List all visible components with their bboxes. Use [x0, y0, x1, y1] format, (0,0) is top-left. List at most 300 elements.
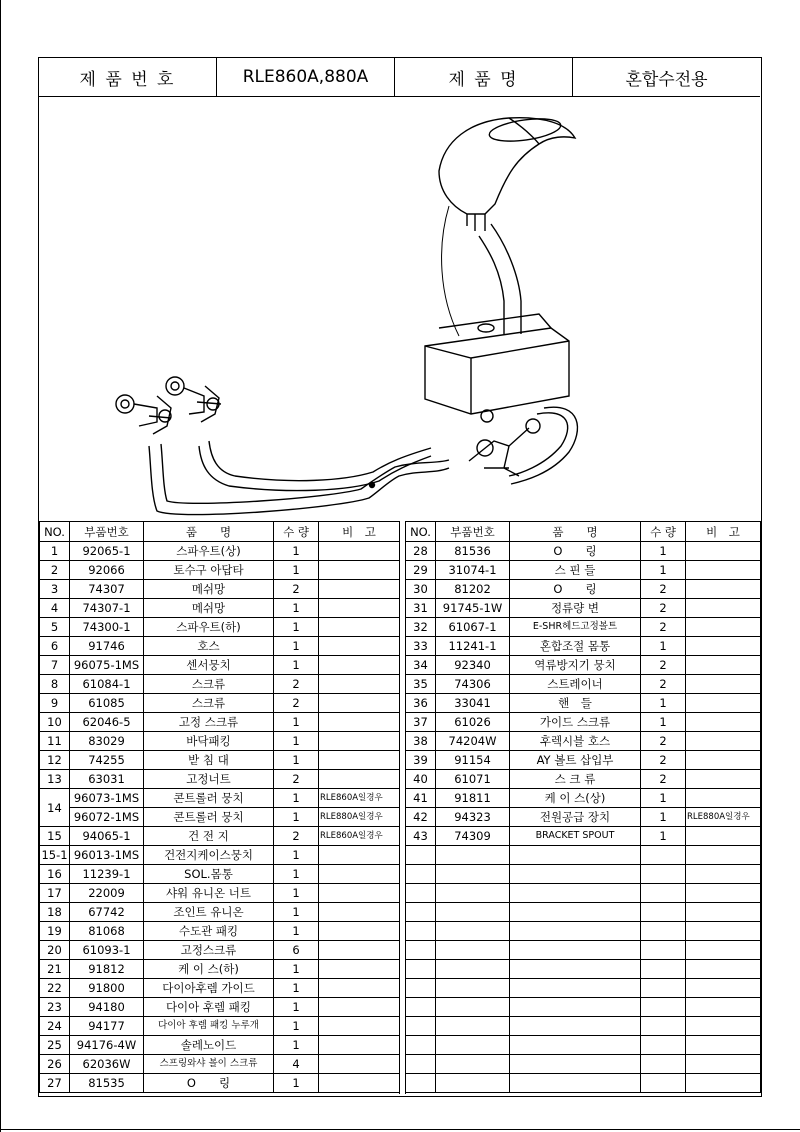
- empty-row: [406, 922, 761, 941]
- header-part-name: 품 명: [144, 522, 274, 542]
- part-qty: 2: [641, 770, 686, 789]
- empty-cell: [686, 998, 761, 1017]
- part-no: 25: [40, 1036, 70, 1055]
- part-code: 62036W: [70, 1055, 144, 1074]
- part-qty: 1: [641, 789, 686, 808]
- empty-cell: [510, 1036, 641, 1055]
- part-note: [686, 599, 761, 618]
- empty-cell: [406, 960, 436, 979]
- part-qty: 1: [274, 542, 319, 561]
- part-code: 74306: [436, 675, 510, 694]
- part-no: 35: [406, 675, 436, 694]
- empty-cell: [686, 1055, 761, 1074]
- part-no: 6: [40, 637, 70, 656]
- part-no: 20: [40, 941, 70, 960]
- part-note: [319, 1074, 400, 1093]
- part-qty: 2: [641, 580, 686, 599]
- part-code: 22009: [70, 884, 144, 903]
- part-qty: 6: [274, 941, 319, 960]
- part-no: 18: [40, 903, 70, 922]
- empty-cell: [641, 941, 686, 960]
- table-row: [40, 941, 400, 960]
- part-code: 61085: [70, 694, 144, 713]
- table-row: [406, 789, 761, 808]
- part-name: AY 볼트 삽입부: [510, 751, 641, 770]
- part-code: 61071: [436, 770, 510, 789]
- header-qty: 수 량: [274, 522, 319, 542]
- table-row: [40, 770, 400, 789]
- empty-row: [406, 903, 761, 922]
- empty-cell: [510, 903, 641, 922]
- header-no: NO.: [40, 522, 70, 542]
- table-row: [40, 1017, 400, 1036]
- part-no: 32: [406, 618, 436, 637]
- part-note: [686, 789, 761, 808]
- part-code: 94323: [436, 808, 510, 827]
- empty-cell: [436, 865, 510, 884]
- empty-cell: [406, 998, 436, 1017]
- header-no: NO.: [406, 522, 436, 542]
- empty-cell: [641, 979, 686, 998]
- part-qty: 1: [274, 979, 319, 998]
- part-qty: 2: [274, 694, 319, 713]
- part-qty: 1: [641, 713, 686, 732]
- table-row: [406, 618, 761, 637]
- part-name: 다이아 후렘 패킹: [144, 998, 274, 1017]
- empty-row: [406, 884, 761, 903]
- table-row: [40, 751, 400, 770]
- part-code: 11241-1: [436, 637, 510, 656]
- table-row: [40, 903, 400, 922]
- empty-cell: [641, 998, 686, 1017]
- part-no: 24: [40, 1017, 70, 1036]
- empty-cell: [686, 884, 761, 903]
- part-code: 92340: [436, 656, 510, 675]
- table-header-row: [40, 522, 400, 542]
- part-name: O 링: [510, 542, 641, 561]
- part-qty: 2: [641, 656, 686, 675]
- empty-cell: [686, 903, 761, 922]
- part-no: 13: [40, 770, 70, 789]
- table-row: [40, 789, 400, 808]
- part-note: [319, 1017, 400, 1036]
- empty-cell: [406, 884, 436, 903]
- product-name-label: 제 품 명: [395, 58, 573, 96]
- table-row: [40, 732, 400, 751]
- part-no: 1: [40, 542, 70, 561]
- part-note: [686, 637, 761, 656]
- part-no: 39: [406, 751, 436, 770]
- part-name: 메쉬망: [144, 580, 274, 599]
- part-no: 8: [40, 675, 70, 694]
- empty-row: [406, 846, 761, 865]
- part-no: 7: [40, 656, 70, 675]
- part-qty: 2: [641, 675, 686, 694]
- part-qty: 1: [274, 960, 319, 979]
- empty-cell: [436, 922, 510, 941]
- part-no: 34: [406, 656, 436, 675]
- empty-row: [406, 941, 761, 960]
- part-code: 96075-1MS: [70, 656, 144, 675]
- part-qty: 1: [274, 789, 319, 808]
- part-no: 21: [40, 960, 70, 979]
- part-note: [319, 941, 400, 960]
- part-code: 94176-4W: [70, 1036, 144, 1055]
- table-row: [40, 846, 400, 865]
- part-code: 61093-1: [70, 941, 144, 960]
- header-note: 비 고: [686, 522, 761, 542]
- part-code: 63031: [70, 770, 144, 789]
- table-row: [40, 1055, 400, 1074]
- part-name: SOL.몸통: [144, 865, 274, 884]
- part-name: 정류량 변: [510, 599, 641, 618]
- part-qty: 2: [641, 618, 686, 637]
- part-name: 바닥패킹: [144, 732, 274, 751]
- part-code: 91745-1W: [436, 599, 510, 618]
- part-qty: 1: [641, 808, 686, 827]
- part-note: [319, 618, 400, 637]
- empty-cell: [641, 865, 686, 884]
- table-row: [40, 998, 400, 1017]
- part-qty: 1: [274, 846, 319, 865]
- table-row: [40, 884, 400, 903]
- part-qty: 1: [641, 542, 686, 561]
- empty-row: [406, 1074, 761, 1093]
- part-name: 스파우트(하): [144, 618, 274, 637]
- part-name: 센서뭉치: [144, 656, 274, 675]
- part-qty: 1: [274, 637, 319, 656]
- table-row: [40, 979, 400, 998]
- empty-cell: [686, 922, 761, 941]
- part-qty: 1: [274, 618, 319, 637]
- table-row: [40, 561, 400, 580]
- part-note: [319, 922, 400, 941]
- part-no: 11: [40, 732, 70, 751]
- part-name: 다이아 후렘 패킹 누루개: [144, 1017, 274, 1036]
- header-part-name: 품 명: [510, 522, 641, 542]
- part-no: 16: [40, 865, 70, 884]
- part-no: 17: [40, 884, 70, 903]
- part-note: RLE880A일경우: [319, 808, 400, 827]
- part-qty: 1: [641, 827, 686, 846]
- part-qty: 2: [641, 599, 686, 618]
- empty-cell: [686, 1074, 761, 1093]
- part-no: 33: [406, 637, 436, 656]
- empty-row: [406, 865, 761, 884]
- empty-cell: [510, 979, 641, 998]
- part-name: 역류방지기 뭉치: [510, 656, 641, 675]
- part-code: 96072-1MS: [70, 808, 144, 827]
- table-row: [40, 542, 400, 561]
- part-code: 91812: [70, 960, 144, 979]
- table-row: [40, 675, 400, 694]
- table-row: [406, 808, 761, 827]
- part-code: 33041: [436, 694, 510, 713]
- part-no: 43: [406, 827, 436, 846]
- empty-cell: [406, 1036, 436, 1055]
- part-name: 스크류: [144, 675, 274, 694]
- empty-cell: [436, 941, 510, 960]
- part-qty: 1: [274, 884, 319, 903]
- table-row: [406, 770, 761, 789]
- empty-cell: [436, 1036, 510, 1055]
- table-row: [406, 637, 761, 656]
- part-name: E-SHR헤드고정볼트: [510, 618, 641, 637]
- part-note: [686, 827, 761, 846]
- part-code: 74300-1: [70, 618, 144, 637]
- part-name: 고정너트: [144, 770, 274, 789]
- empty-cell: [436, 846, 510, 865]
- part-name: 고정 스크류: [144, 713, 274, 732]
- part-name: 고정스크류: [144, 941, 274, 960]
- empty-row: [406, 979, 761, 998]
- part-note: [686, 694, 761, 713]
- part-note: [319, 903, 400, 922]
- part-no: 29: [406, 561, 436, 580]
- part-note: [319, 846, 400, 865]
- part-name: 스프링와샤 볼이 스크류: [144, 1055, 274, 1074]
- part-note: [319, 1055, 400, 1074]
- part-no: 9: [40, 694, 70, 713]
- table-row: [406, 827, 761, 846]
- empty-cell: [641, 884, 686, 903]
- part-note: [686, 751, 761, 770]
- exploded-drawing: [39, 96, 760, 522]
- part-name: O 링: [510, 580, 641, 599]
- table-row: [406, 732, 761, 751]
- empty-cell: [436, 1074, 510, 1093]
- part-note: [686, 580, 761, 599]
- part-code: 92066: [70, 561, 144, 580]
- empty-cell: [641, 922, 686, 941]
- table-row: [406, 694, 761, 713]
- part-code: 74204W: [436, 732, 510, 751]
- part-no: 42: [406, 808, 436, 827]
- part-code: 61084-1: [70, 675, 144, 694]
- part-code: 94177: [70, 1017, 144, 1036]
- part-no: 2: [40, 561, 70, 580]
- part-name: 조인트 유니온: [144, 903, 274, 922]
- part-note: [686, 713, 761, 732]
- page-left-edge: [0, 0, 1, 1132]
- table-row: [40, 1074, 400, 1093]
- part-name: 전원공급 장치: [510, 808, 641, 827]
- part-name: 수도관 패킹: [144, 922, 274, 941]
- part-note: [686, 561, 761, 580]
- part-name: 콘트롤러 뭉치: [144, 808, 274, 827]
- empty-cell: [510, 998, 641, 1017]
- part-qty: 1: [274, 1017, 319, 1036]
- part-qty: 2: [274, 580, 319, 599]
- empty-cell: [406, 903, 436, 922]
- table-row: [40, 694, 400, 713]
- part-no: 10: [40, 713, 70, 732]
- part-note: RLE860A일경우: [319, 827, 400, 846]
- table-row: [406, 580, 761, 599]
- part-qty: 2: [274, 770, 319, 789]
- empty-cell: [510, 865, 641, 884]
- part-name: 메쉬망: [144, 599, 274, 618]
- part-code: 81535: [70, 1074, 144, 1093]
- table-row: [406, 713, 761, 732]
- part-code: 81068: [70, 922, 144, 941]
- part-name: 핸 들: [510, 694, 641, 713]
- part-code: 94180: [70, 998, 144, 1017]
- part-code: 83029: [70, 732, 144, 751]
- part-name: 혼합조절 몸통: [510, 637, 641, 656]
- part-no: 28: [406, 542, 436, 561]
- part-name: 토수구 아답타: [144, 561, 274, 580]
- part-no: 27: [40, 1074, 70, 1093]
- table-row: [40, 1036, 400, 1055]
- table-row: [40, 580, 400, 599]
- part-code: 11239-1: [70, 865, 144, 884]
- table-row: [40, 865, 400, 884]
- table-row: [40, 922, 400, 941]
- empty-cell: [641, 1055, 686, 1074]
- empty-cell: [510, 1017, 641, 1036]
- empty-cell: [436, 903, 510, 922]
- header-part-code: 부품번호: [436, 522, 510, 542]
- part-note: [319, 675, 400, 694]
- part-qty: 1: [274, 1074, 319, 1093]
- part-note: [319, 694, 400, 713]
- table-row: [406, 599, 761, 618]
- angle-valve-left: [116, 395, 171, 434]
- part-qty: 1: [274, 903, 319, 922]
- part-note: [319, 732, 400, 751]
- empty-cell: [406, 1074, 436, 1093]
- part-number-label: 제 품 번 호: [39, 58, 217, 96]
- part-note: [686, 770, 761, 789]
- part-qty: 2: [274, 827, 319, 846]
- part-note: [319, 637, 400, 656]
- part-qty: 1: [274, 561, 319, 580]
- part-note: [686, 618, 761, 637]
- empty-cell: [436, 1017, 510, 1036]
- empty-cell: [406, 1017, 436, 1036]
- part-note: [319, 751, 400, 770]
- parts-sheet: [38, 57, 762, 1097]
- product-name-value: 혼합수전용: [625, 69, 708, 90]
- part-no: 41: [406, 789, 436, 808]
- part-code: 31074-1: [436, 561, 510, 580]
- empty-cell: [686, 960, 761, 979]
- part-no: 31: [406, 599, 436, 618]
- part-note: [686, 732, 761, 751]
- table-row: [40, 618, 400, 637]
- hose-right: [199, 446, 431, 491]
- table-row: [406, 561, 761, 580]
- empty-cell: [436, 979, 510, 998]
- part-code: 91746: [70, 637, 144, 656]
- page-bottom-edge: [0, 1129, 800, 1130]
- part-name: 받 침 대: [144, 751, 274, 770]
- part-no: 14: [40, 789, 70, 827]
- part-code: 92065-1: [70, 542, 144, 561]
- part-code: 81536: [436, 542, 510, 561]
- part-qty: 1: [641, 561, 686, 580]
- table-row: [406, 656, 761, 675]
- part-code: 74309: [436, 827, 510, 846]
- table-row: [40, 599, 400, 618]
- part-note: [319, 979, 400, 998]
- angle-valve-right: [166, 377, 221, 422]
- sheet-header: [39, 58, 760, 97]
- table-row: [406, 542, 761, 561]
- part-qty: 1: [274, 865, 319, 884]
- part-qty: 1: [274, 732, 319, 751]
- empty-cell: [686, 941, 761, 960]
- part-no: 12: [40, 751, 70, 770]
- part-code: 62046-5: [70, 713, 144, 732]
- part-no: 19: [40, 922, 70, 941]
- empty-cell: [686, 979, 761, 998]
- empty-cell: [641, 903, 686, 922]
- empty-cell: [510, 960, 641, 979]
- part-name: 스크류: [144, 694, 274, 713]
- table-row: [40, 827, 400, 846]
- part-note: [686, 675, 761, 694]
- part-code: 94065-1: [70, 827, 144, 846]
- control-box: [425, 328, 569, 414]
- part-note: [319, 865, 400, 884]
- table-row: [40, 808, 400, 827]
- part-name: 케 이 스(하): [144, 960, 274, 979]
- part-qty: 1: [274, 808, 319, 827]
- empty-cell: [686, 1036, 761, 1055]
- part-name: 건전지케이스뭉치: [144, 846, 274, 865]
- part-code: 61067-1: [436, 618, 510, 637]
- part-note: [319, 770, 400, 789]
- empty-cell: [641, 1074, 686, 1093]
- part-code: 81202: [436, 580, 510, 599]
- empty-cell: [436, 1055, 510, 1074]
- header-part-code: 부품번호: [70, 522, 144, 542]
- empty-row: [406, 998, 761, 1017]
- empty-cell: [641, 1036, 686, 1055]
- empty-cell: [406, 922, 436, 941]
- empty-cell: [686, 846, 761, 865]
- part-code: 91800: [70, 979, 144, 998]
- part-name: 샤워 유니온 너트: [144, 884, 274, 903]
- empty-cell: [686, 1017, 761, 1036]
- faucet-illustration: [39, 96, 760, 521]
- part-qty: 2: [641, 732, 686, 751]
- part-code: 74307: [70, 580, 144, 599]
- part-qty: 1: [274, 998, 319, 1017]
- table-row: [40, 656, 400, 675]
- part-note: RLE860A일경우: [319, 789, 400, 808]
- part-note: [686, 656, 761, 675]
- part-no: 5: [40, 618, 70, 637]
- part-note: RLE880A일경우: [686, 808, 761, 827]
- part-code: 96073-1MS: [70, 789, 144, 808]
- part-no: 4: [40, 599, 70, 618]
- part-note: [319, 656, 400, 675]
- part-note: [319, 580, 400, 599]
- empty-cell: [436, 998, 510, 1017]
- part-name: O 링: [144, 1074, 274, 1093]
- part-no: 40: [406, 770, 436, 789]
- part-name: 호스: [144, 637, 274, 656]
- part-note: [319, 1036, 400, 1055]
- empty-cell: [641, 960, 686, 979]
- part-no: 3: [40, 580, 70, 599]
- parts-table-left: [39, 521, 400, 1093]
- part-name: 콘트롤러 뭉치: [144, 789, 274, 808]
- part-code: 96013-1MS: [70, 846, 144, 865]
